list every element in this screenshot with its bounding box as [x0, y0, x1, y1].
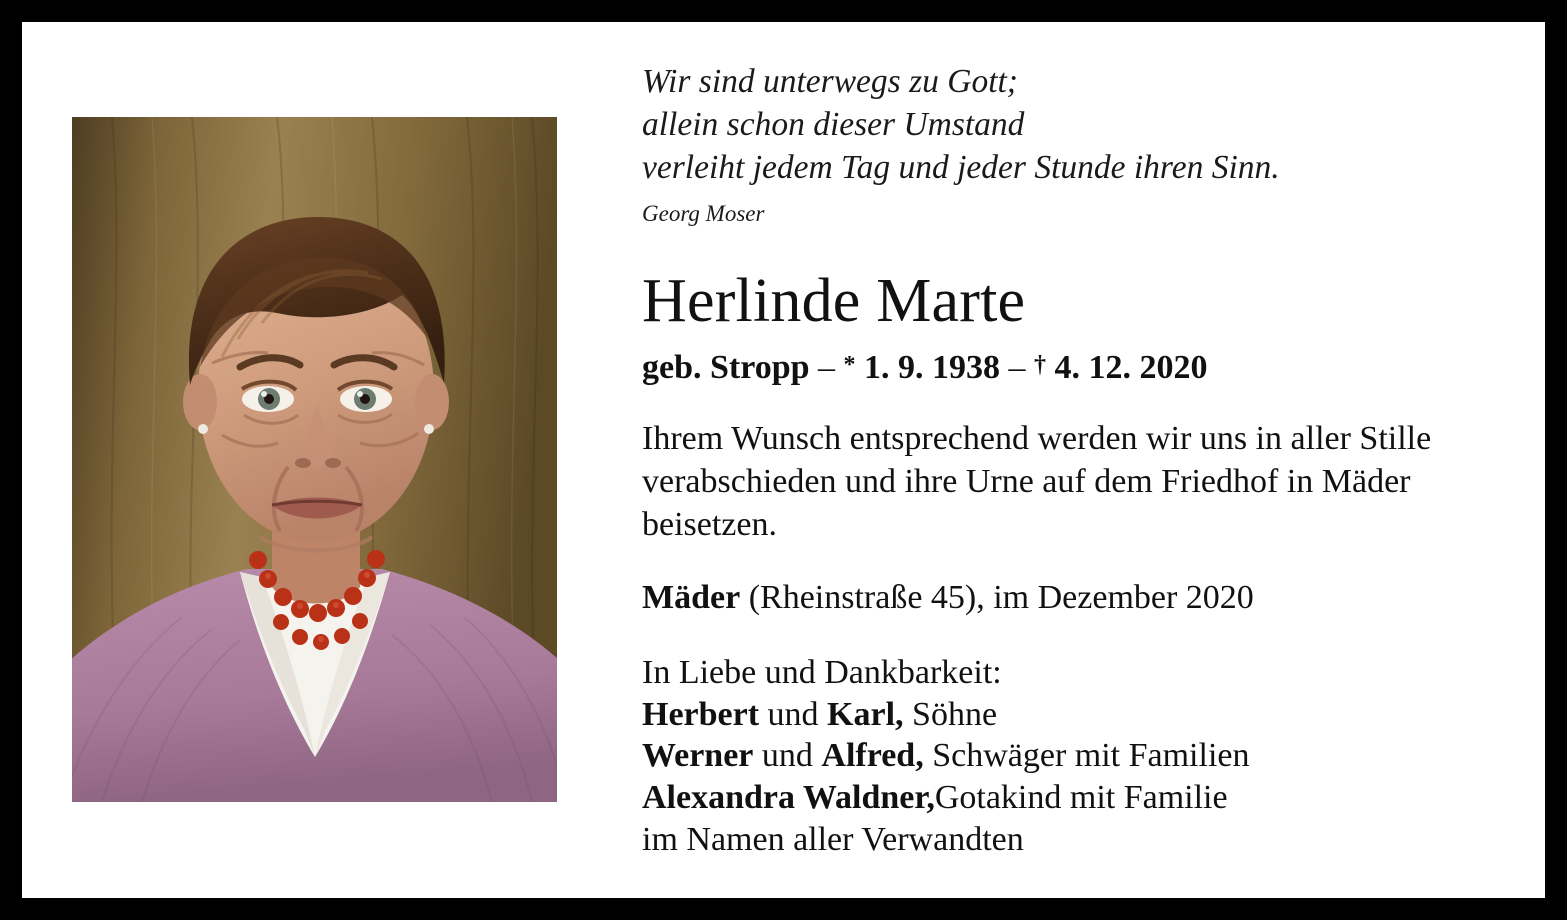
- place-and-date-line: [642, 577, 1517, 620]
- birth-date: 1. 9. 1938: [864, 348, 1001, 386]
- quote-block: [642, 60, 1517, 190]
- survivor-role-1: Söhne: [903, 695, 998, 733]
- dates-separator-1: –: [818, 348, 836, 386]
- portrait-column: [22, 22, 642, 898]
- place-town: Mäder: [642, 578, 741, 616]
- quote-line-2: allein schon dieser Umstand: [642, 106, 1025, 144]
- page-title: Herlinde Marte: [642, 266, 1026, 335]
- cross-dagger-icon: †: [1034, 351, 1047, 378]
- quote-line-1: Wir sind unterwegs zu Gott;: [642, 63, 1018, 100]
- survivors-row-2: [642, 735, 1517, 777]
- survivor-name-1a: Herbert: [642, 695, 760, 733]
- maiden-name: geb. Stropp: [642, 348, 810, 386]
- quote-line-3: verleiht jedem Tag und jeder Stunde ihren Sinn.: [642, 149, 1280, 187]
- survivor-name-1b: Karl,: [827, 695, 904, 733]
- survivor-role-3: Gotakind mit Familie: [934, 779, 1228, 817]
- survivor-role-2: Schwäger mit Familien: [923, 737, 1250, 775]
- survivor-conj-2: und: [753, 737, 822, 775]
- survivor-name-3a: Alexandra Waldner,: [642, 779, 935, 817]
- obituary-card: [22, 22, 1545, 898]
- survivors-closing: im Namen aller Verwandten: [642, 820, 1024, 858]
- life-dates: [642, 348, 1517, 389]
- dates-separator-2: –: [1008, 348, 1026, 386]
- death-date: 4. 12. 2020: [1054, 348, 1208, 386]
- survivors-row-1: [642, 694, 1517, 736]
- survivor-name-2a: Werner: [642, 737, 754, 775]
- text-column: [642, 22, 1545, 898]
- quote-author: Georg Moser: [642, 200, 765, 226]
- survivors-row-3: [642, 777, 1517, 819]
- survivors-block: [642, 652, 1517, 861]
- survivors-intro: In Liebe und Dankbarkeit:: [642, 653, 1002, 691]
- place-details: (Rheinstraße 45), im Dezember 2020: [748, 578, 1254, 616]
- survivor-name-2b: Alfred,: [821, 737, 924, 775]
- portrait-photo-of-deceased: [72, 117, 557, 802]
- survivor-conj-1: und: [759, 695, 828, 733]
- birth-star-icon: *: [843, 351, 856, 378]
- announcement-paragraph: Ihrem Wunsch entsprechend werden wir uns in aller Stille verabschieden und ihre Urne auf dem Friedhof in Mäder beisetzen.: [642, 420, 1432, 544]
